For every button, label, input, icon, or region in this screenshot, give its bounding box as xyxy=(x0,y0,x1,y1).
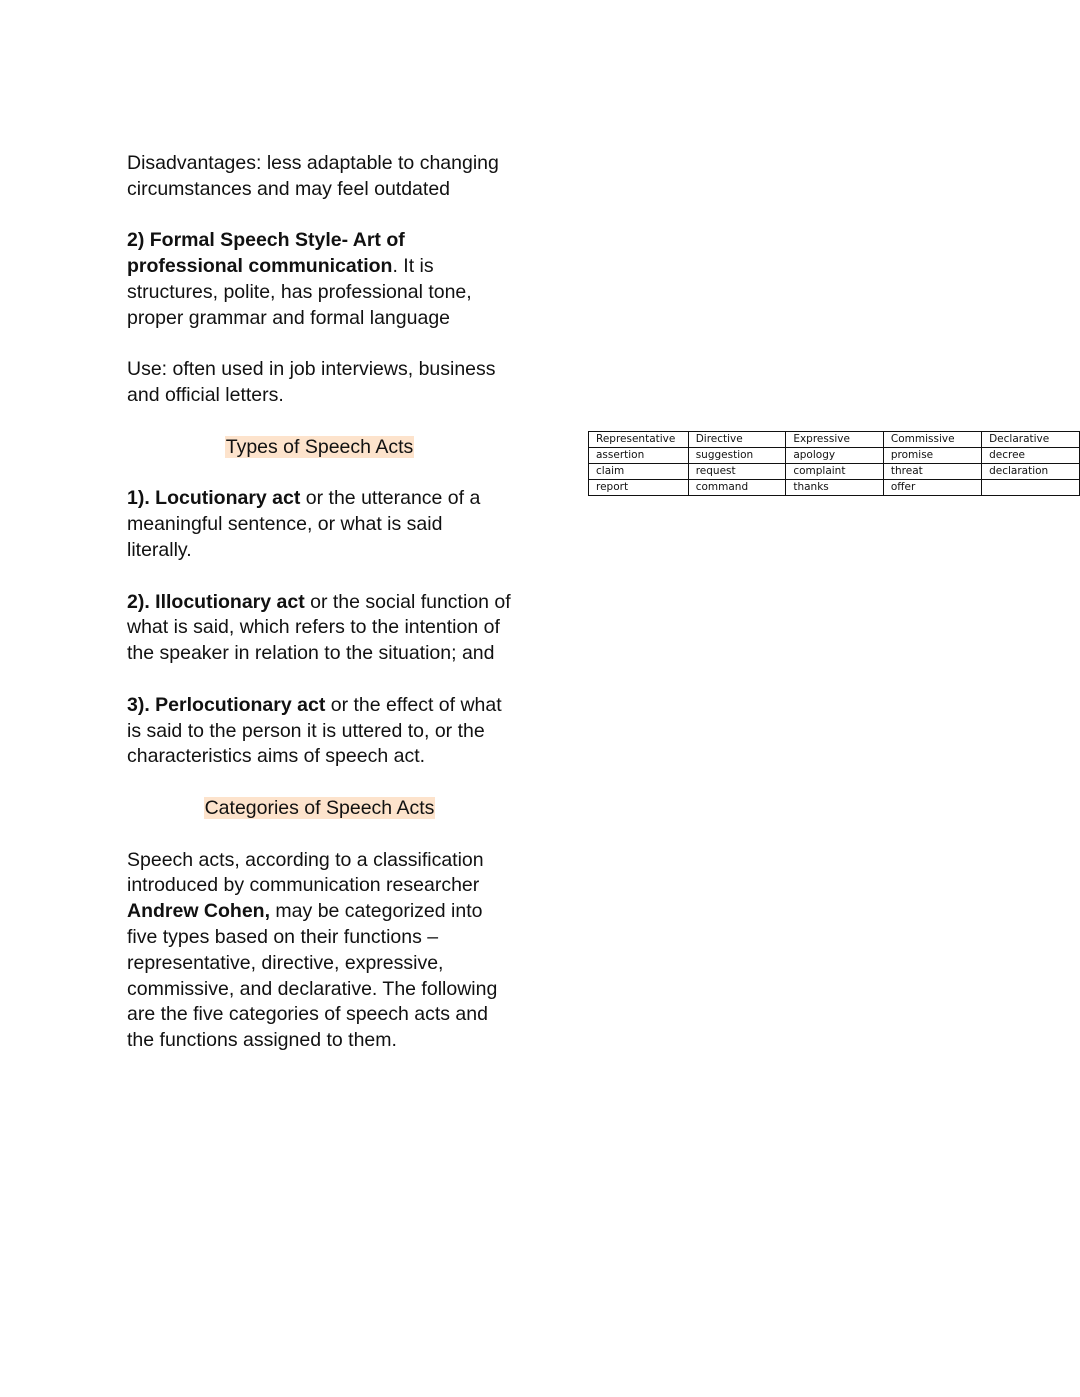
table-cell: complaint xyxy=(786,464,884,480)
types-heading-wrap xyxy=(127,435,512,461)
table-header-cell: Declarative xyxy=(982,432,1080,448)
table-cell: declaration xyxy=(982,464,1080,480)
table-header-cell: Expressive xyxy=(786,432,884,448)
table-header-cell: Directive xyxy=(688,432,786,448)
locutionary-act-definition: or the utterance of a meaningful sentence, or what is said literally. xyxy=(127,487,481,561)
illocutionary-act-paragraph xyxy=(127,590,512,667)
table-cell: command xyxy=(688,480,786,496)
table-cell: claim xyxy=(589,464,689,480)
table-cell: offer xyxy=(883,480,981,496)
table-cell: decree xyxy=(982,448,1080,464)
text-column xyxy=(127,151,512,1080)
categories-text-after: may be categorized into five types based on their functions – representative, directive, expressive, commissive, and declarative. The following are the five categories of speech acts and the functions assigned to them. xyxy=(127,900,498,1052)
table-cell: suggestion xyxy=(688,448,786,464)
formal-speech-style-paragraph xyxy=(127,228,512,331)
table-header-row xyxy=(589,432,1080,448)
locutionary-act-paragraph xyxy=(127,486,512,563)
formal-speech-style-description: . It is structures, polite, has professional tone, proper grammar and formal language xyxy=(127,255,472,329)
table-row xyxy=(589,448,1080,464)
perlocutionary-act-term: 3). Perlocutionary act xyxy=(127,693,326,716)
table-cell: thanks xyxy=(786,480,884,496)
categories-text-before: Speech acts, according to a classification introduced by communication researcher xyxy=(127,848,484,897)
categories-paragraph xyxy=(127,848,512,1054)
table-row xyxy=(589,464,1080,480)
table-cell: apology xyxy=(786,448,884,464)
illocutionary-act-term: 2). Illocutionary act xyxy=(127,590,305,613)
table-cell xyxy=(982,480,1080,496)
perlocutionary-act-paragraph xyxy=(127,693,512,770)
speech-act-categories-table xyxy=(588,431,1080,496)
table-header-cell: Commissive xyxy=(883,432,981,448)
table-cell: request xyxy=(688,464,786,480)
perlocutionary-act-definition: or the effect of what is said to the person it is uttered to, or the characteristics aims of speech act. xyxy=(127,693,502,768)
table-row xyxy=(589,480,1080,496)
table-cell: threat xyxy=(883,464,981,480)
categories-of-speech-acts-heading: Categories of Speech Acts xyxy=(204,796,435,819)
locutionary-act-term: 1). Locutionary act xyxy=(127,487,301,510)
table-cell: report xyxy=(589,480,689,496)
categories-heading-wrap xyxy=(127,796,512,822)
formal-speech-style-title: 2) Formal Speech Style- Art of professional communication xyxy=(127,229,405,278)
andrew-cohen-name: Andrew Cohen, xyxy=(127,900,271,923)
table-cell: promise xyxy=(883,448,981,464)
table-header-cell: Representative xyxy=(589,432,689,448)
illocutionary-act-definition: or the social function of what is said, which refers to the intention of the speaker in relation to the situation; and xyxy=(127,590,511,665)
types-of-speech-acts-heading: Types of Speech Acts xyxy=(225,435,414,458)
use-paragraph: Use: often used in job interviews, business and official letters. xyxy=(127,358,496,407)
table-cell: assertion xyxy=(589,448,689,464)
disadvantages-paragraph: Disadvantages: less adaptable to changing circumstances and may feel outdated xyxy=(127,152,499,200)
